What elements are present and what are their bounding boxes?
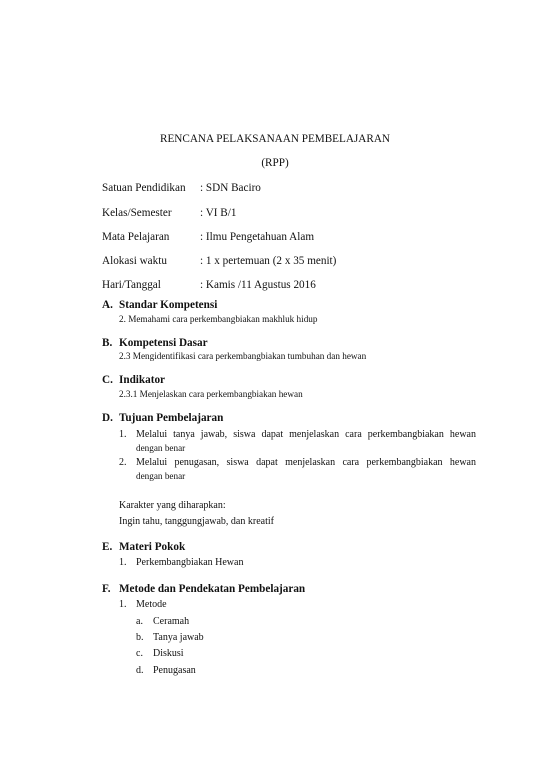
identity-value: : Ilmu Pengetahuan Alam <box>200 231 315 243</box>
list-number: 1. <box>119 429 127 440</box>
section-heading: Kompetensi Dasar <box>119 337 208 349</box>
list-item-text: Melalui penugasan, siswa dapat menjelaskan cara perkembangbiakan hewan <box>136 457 476 468</box>
identity-label: Hari/Tanggal <box>102 279 161 291</box>
identity-value: : 1 x pertemuan (2 x 35 menit) <box>200 255 337 267</box>
section-heading: Materi Pokok <box>119 541 186 553</box>
section-heading: Standar Kompetensi <box>119 299 218 311</box>
list-item-text: Metode <box>136 599 167 610</box>
list-number: 2. <box>119 457 127 468</box>
section-text: 2.3 Mengidentifikasi cara perkembangbiakan tumbuhan dan hewan <box>119 351 367 361</box>
identity-value: : SDN Baciro <box>200 182 261 194</box>
section-letter: C. <box>102 374 113 386</box>
section-heading: Metode dan Pendekatan Pembelajaran <box>119 583 306 595</box>
identity-value: : VI B/1 <box>200 207 237 219</box>
sublist-letter: d. <box>136 665 144 676</box>
section-letter: A. <box>102 299 113 311</box>
document-subtitle: (RPP) <box>261 157 289 169</box>
identity-label: Mata Pelajaran <box>102 231 170 243</box>
karakter-label: Karakter yang diharapkan: <box>119 500 226 511</box>
sublist-item-text: Penugasan <box>153 665 196 676</box>
list-item-text: Perkembangbiakan Hewan <box>136 557 244 568</box>
section-heading: Tujuan Pembelajaran <box>119 412 224 424</box>
sublist-item-text: Diskusi <box>153 648 184 659</box>
sublist-letter: b. <box>136 632 144 643</box>
document-title: RENCANA PELAKSANAAN PEMBELAJARAN <box>160 133 390 145</box>
section-heading: Indikator <box>119 374 166 386</box>
sublist-letter: a. <box>136 616 143 627</box>
identity-label: Alokasi waktu <box>102 255 167 267</box>
section-letter: B. <box>102 337 113 349</box>
sublist-letter: c. <box>136 648 143 659</box>
karakter-value: Ingin tahu, tanggungjawab, dan kreatif <box>119 516 274 527</box>
list-number: 1. <box>119 557 127 568</box>
section-text: 2.3.1 Menjelaskan cara perkembangbiakan hewan <box>119 389 303 399</box>
sublist-item-text: Ceramah <box>153 616 190 627</box>
list-item-text: dengan benar <box>136 443 186 453</box>
section-text: 2. Memahami cara perkembangbiakan makhluk hidup <box>119 314 318 324</box>
identity-label: Satuan Pendidikan <box>102 182 186 194</box>
list-item-text: Melalui tanya jawab, siswa dapat menjelaskan cara perkembangbiakan hewan <box>136 429 476 440</box>
section-letter: E. <box>102 541 113 553</box>
identity-label: Kelas/Semester <box>102 207 172 219</box>
section-letter: D. <box>102 412 113 424</box>
sublist-item-text: Tanya jawab <box>153 632 204 643</box>
identity-value: : Kamis /11 Agustus 2016 <box>200 279 316 291</box>
section-letter: F. <box>102 583 111 595</box>
list-number: 1. <box>119 599 127 610</box>
list-item-text: dengan benar <box>136 471 186 481</box>
